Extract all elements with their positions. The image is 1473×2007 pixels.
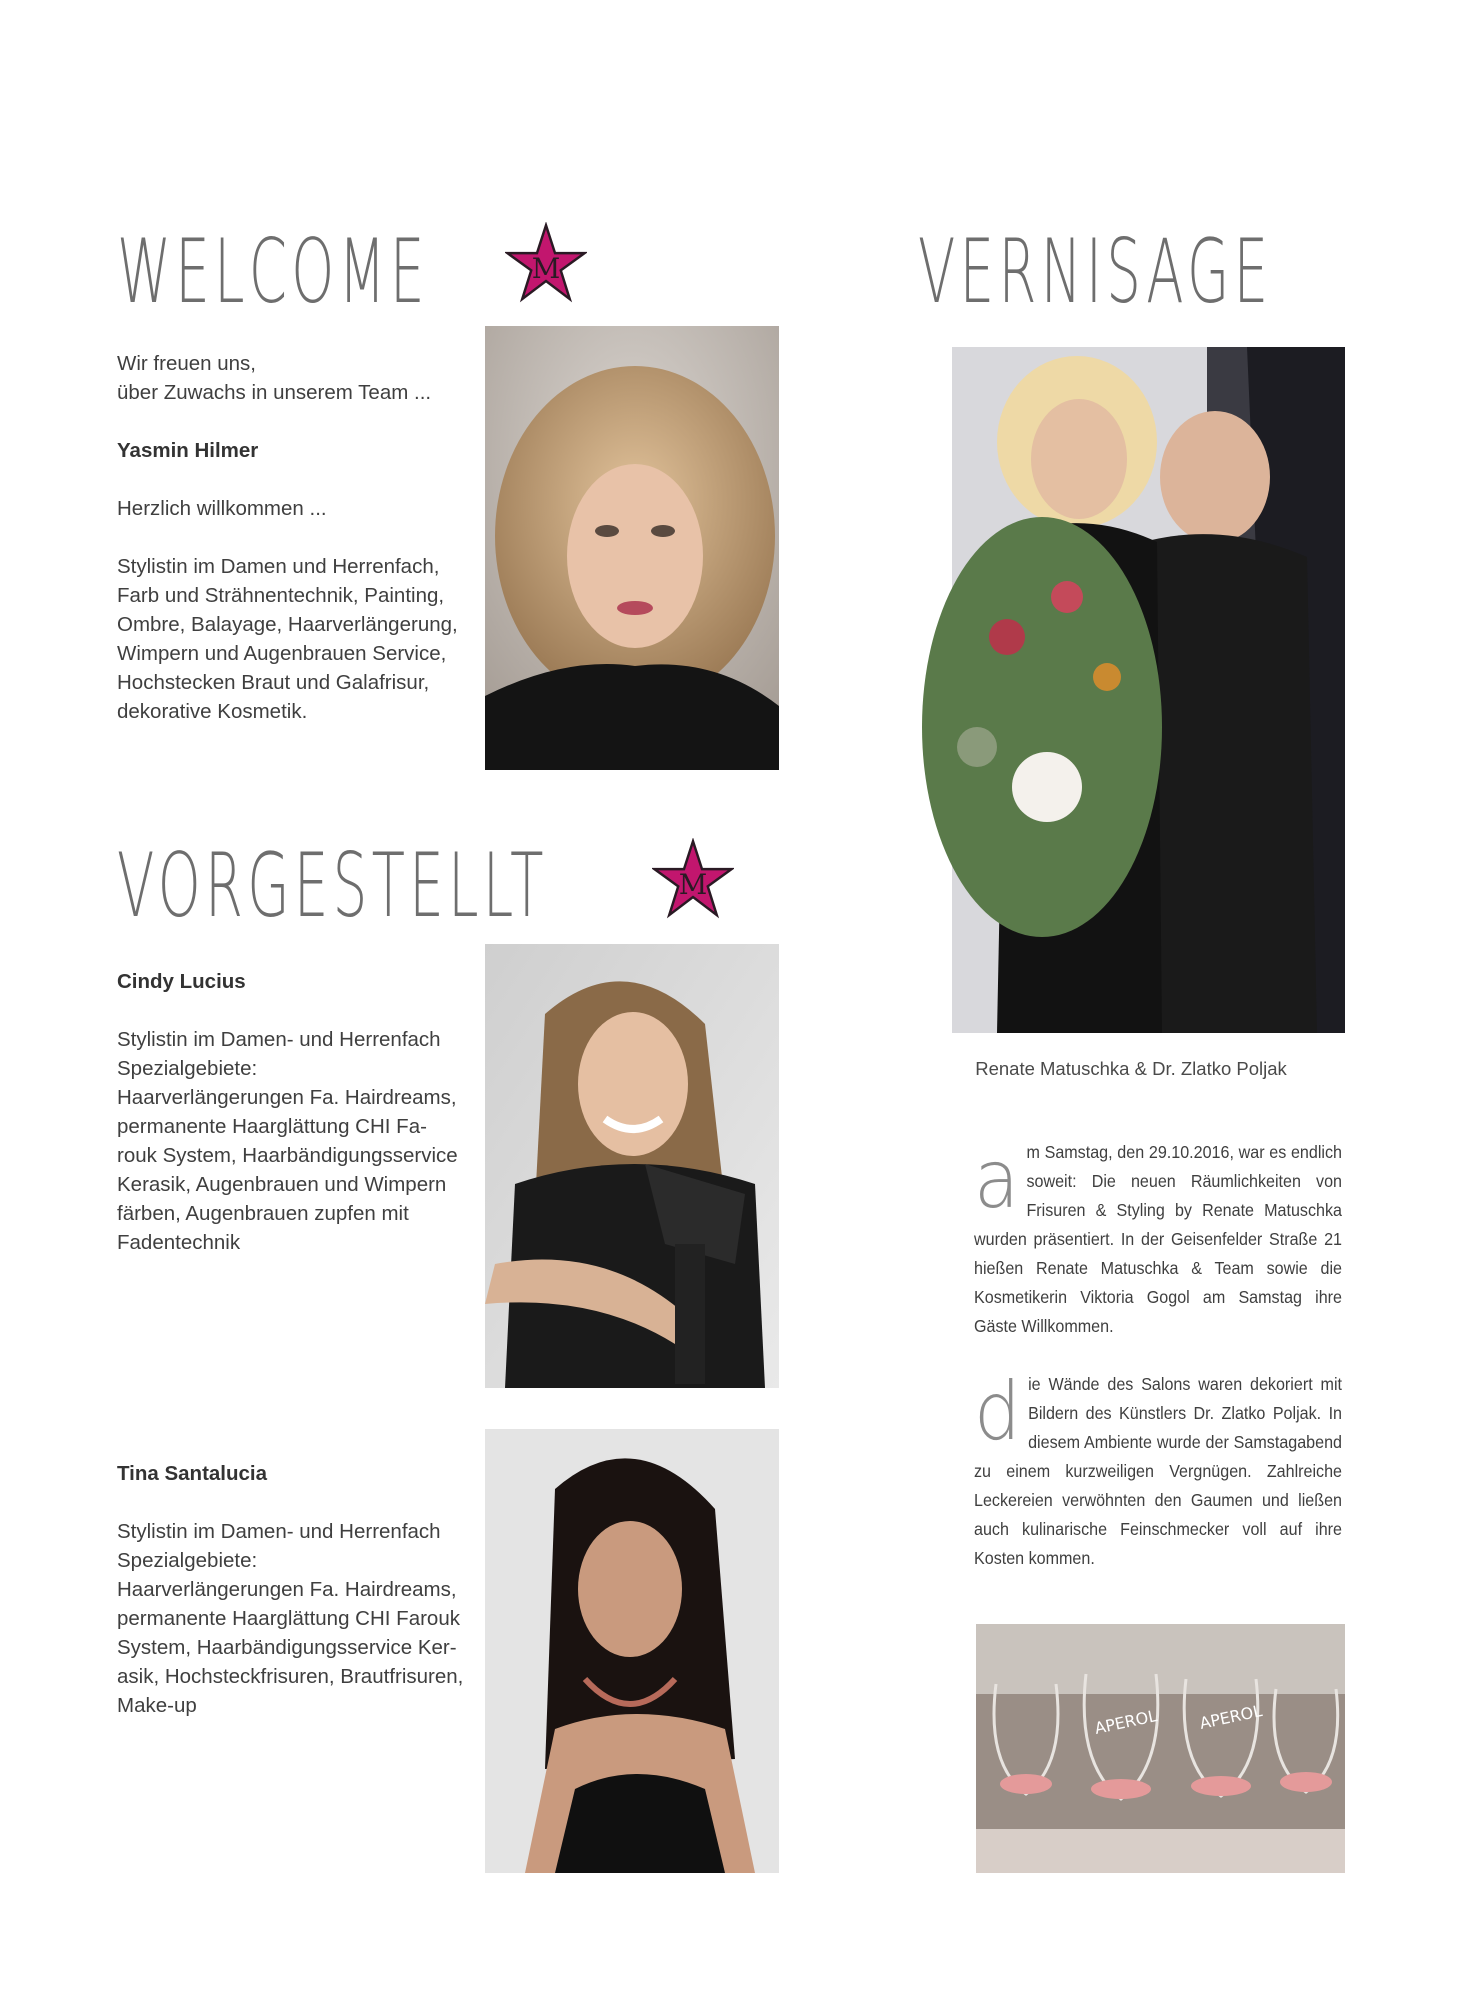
cindy-desc-line: rouk System, Haarbändigungsservice	[117, 1144, 458, 1167]
cindy-portrait-photo	[485, 944, 779, 1388]
tina-desc-line: Spezialgebiete:	[117, 1549, 258, 1572]
tina-name: Tina Santalucia	[117, 1462, 268, 1485]
welcome-desc-line: Wimpern und Augenbrauen Service,	[117, 642, 447, 665]
vernisage-article-para1	[974, 1133, 1342, 1341]
vernisage-article-para2	[974, 1365, 1342, 1573]
star-logo-icon	[652, 838, 734, 920]
glass-print-1: APEROL	[1092, 1706, 1159, 1738]
yasmin-portrait-photo	[485, 326, 779, 770]
vernisage-photo-caption: Renate Matuschka & Dr. Zlatko Poljak	[975, 1058, 1287, 1079]
star-logo-letter: M	[531, 251, 561, 285]
cindy-name: Cindy Lucius	[117, 970, 246, 993]
welcome-heading: WELCOME	[117, 220, 429, 323]
cindy-desc-line: Kerasik, Augenbrauen und Wimpern	[117, 1173, 447, 1196]
tina-desc-line: Make-up	[117, 1694, 197, 1717]
welcome-desc-line: Stylistin im Damen und Herrenfach,	[117, 555, 440, 578]
welcome-description	[117, 552, 477, 726]
tina-text	[117, 1459, 477, 1720]
tina-portrait-photo	[485, 1429, 779, 1873]
cindy-desc-line: Fadentechnik	[117, 1231, 241, 1254]
vernisage-couple-photo	[917, 347, 1345, 1033]
welcome-desc-line: Ombre, Balayage, Haarverlängerung,	[117, 613, 458, 636]
para2-dropcap: d	[974, 1365, 1021, 1458]
welcome-desc-line: dekorative Kosmetik.	[117, 700, 308, 723]
para1-dropcap: a	[974, 1133, 1020, 1226]
glass-print-2: APEROL	[1197, 1701, 1264, 1733]
cindy-description	[117, 1025, 477, 1257]
tina-desc-line: System, Haarbändigungsservice Ker-	[117, 1636, 457, 1659]
aperol-glasses-photo	[976, 1624, 1345, 1873]
para2-text: ie Wände des Salons waren dekoriert mit Bildern des Künstlers Dr. Zlatko Poljak. In diesem Ambiente wurde der Samstagabend zu einem kurzweiligen Vergnügen. Zahlreiche Leckereien verwöhnten den Gaumen und ließen auch kulinarische Feinschmecker voll auf ihre Kosten kommen.	[974, 1374, 1342, 1568]
welcome-desc-line: Farb und Strähnentechnik, Painting,	[117, 584, 445, 607]
welcome-desc-line: Hochstecken Braut und Galafrisur,	[117, 671, 430, 694]
cindy-desc-line: Spezialgebiete:	[117, 1057, 258, 1080]
welcome-person-name: Yasmin Hilmer	[117, 439, 259, 462]
tina-description	[117, 1517, 477, 1720]
cindy-desc-line: Haarverlängerungen Fa. Hairdreams,	[117, 1086, 457, 1109]
tina-desc-line: Stylistin im Damen- und Herrenfach	[117, 1520, 441, 1543]
welcome-text	[117, 349, 477, 726]
vernisage-heading: VERNISAGE	[918, 220, 1273, 323]
welcome-intro-line2: über Zuwachs in unserem Team ...	[117, 381, 432, 404]
para1-text: m Samstag, den 29.10.2016, war es endlich soweit: Die neuen Räumlichkeiten von Frisuren & Styling by Renate Matuschka wurden präsentiert. In der Geisenfelder Straße 21 hießen Renate Matuschka & Team sowie die Kosmetikerin Viktoria Gogol am Samstag ihre Gäste Willkommen.	[974, 1142, 1342, 1336]
welcome-greeting: Herzlich willkommen ...	[117, 497, 327, 520]
star-logo-letter: M	[678, 867, 708, 901]
tina-desc-line: asik, Hochsteckfrisuren, Brautfrisuren,	[117, 1665, 464, 1688]
tina-desc-line: Haarverlängerungen Fa. Hairdreams,	[117, 1578, 457, 1601]
tina-desc-line: permanente Haarglättung CHI Farouk	[117, 1607, 460, 1630]
cindy-text	[117, 967, 477, 1257]
star-logo-icon	[505, 222, 587, 304]
cindy-desc-line: permanente Haarglättung CHI Fa-	[117, 1115, 427, 1138]
welcome-intro-line1: Wir freuen uns,	[117, 352, 256, 375]
cindy-desc-line: Stylistin im Damen- und Herrenfach	[117, 1028, 441, 1051]
vorgestellt-heading: VORGESTELLT	[117, 834, 548, 937]
cindy-desc-line: färben, Augenbrauen zupfen mit	[117, 1202, 409, 1225]
